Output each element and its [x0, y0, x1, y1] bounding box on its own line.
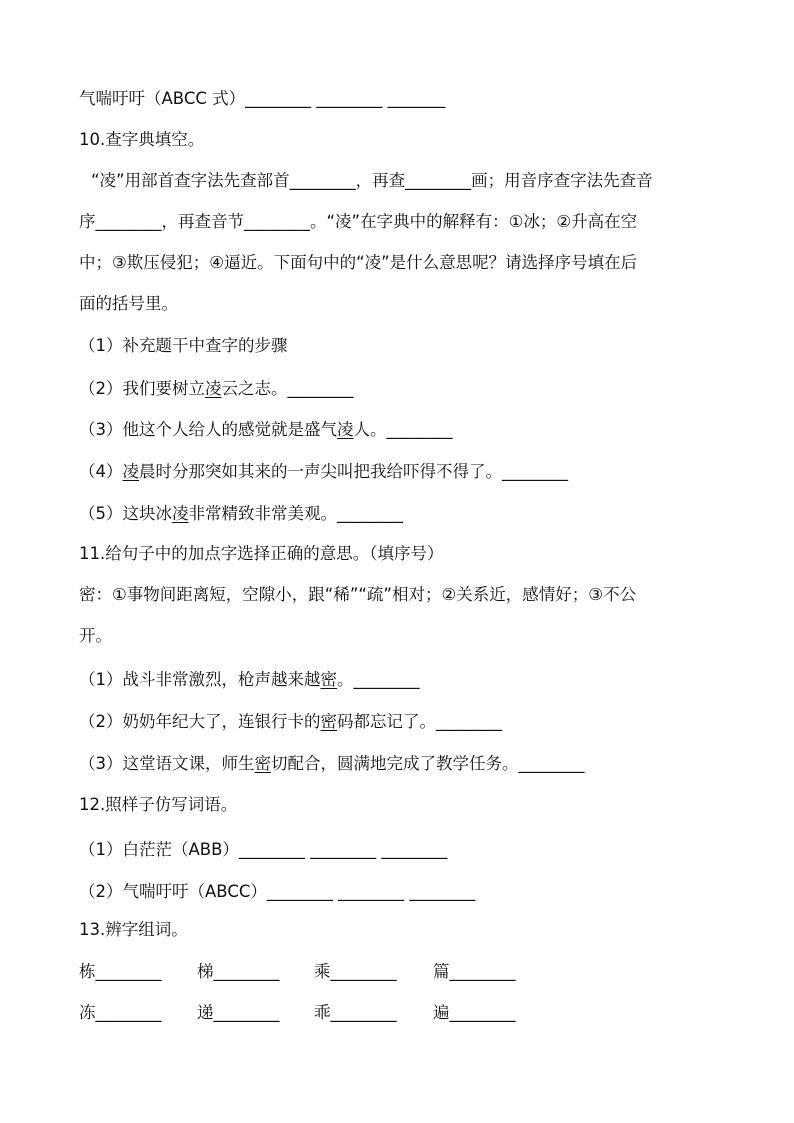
- question-10-text-line-3: 中；③欺压侵犯；④逼近。下面句中的“凌”是什么意思呢？请选择序号填在后: [79, 253, 638, 272]
- question-12-item-1: （1）白茫茫（ABB）________ ________ ________: [79, 840, 448, 859]
- question-11-title: 11.给句子中的加点字选择正确的意思。（填序号）: [79, 544, 444, 563]
- question-10-text-line-2: 序________，再查音节________。“凌”在字典中的解释有：①冰；②升高在空: [79, 212, 638, 231]
- word-group-cell: 冻________: [79, 1003, 162, 1022]
- question-11-definition-line-2: 开。: [79, 626, 112, 645]
- underlined-character: 凌: [337, 420, 354, 439]
- question-10-text-line-4: 面的括号里。: [79, 294, 178, 313]
- word-group-cell: 梯________: [197, 962, 280, 981]
- question-11-item-1: （1）战斗非常激烈，枪声越来越密。________: [79, 670, 420, 689]
- underlined-character: 凌: [122, 462, 139, 481]
- word-group-cell: 遍________: [433, 1003, 516, 1022]
- word-group-cell: 篇________: [433, 962, 516, 981]
- question-10-item-4: （4）凌晨时分那突如其来的一声尖叫把我给吓得不得了。________: [79, 462, 568, 481]
- underlined-character: 凌: [172, 504, 189, 523]
- question-10-title: 10.查字典填空。: [79, 130, 205, 149]
- question-12-item-2: （2）气喘吁吁（ABCC）________ ________ ________: [79, 882, 476, 901]
- question-10-item-1: （1）补充题干中查字的步骤: [79, 336, 288, 355]
- underlined-character: 凌: [205, 379, 222, 398]
- word-group-cell: 栋________: [79, 962, 162, 981]
- question-13-title: 13.辨字组词。: [79, 920, 188, 939]
- question-10-item-3: （3）他这个人给人的感觉就是盛气凌人。________: [79, 420, 453, 439]
- underlined-character: 密: [254, 754, 271, 773]
- question-11-item-3: （3）这堂语文课，师生密切配合，圆满地完成了教学任务。________: [79, 754, 585, 773]
- question-10-item-5: （5）这块冰凌非常精致非常美观。________: [79, 504, 403, 523]
- question-10-item-2: （2）我们要树立凌云之志。________: [79, 379, 354, 398]
- word-group-cell: 乖________: [314, 1003, 397, 1022]
- question-11-item-2: （2）奶奶年纪大了，连银行卡的密码都忘记了。________: [79, 712, 502, 731]
- underlined-character: 密: [320, 712, 337, 731]
- question-11-definition-line-1: 密：①事物间距离短，空隙小，跟“稀”“疏”相对；②关系近，感情好；③不公: [79, 585, 637, 604]
- question-10-text-line-1: “凌”用部首查字法先查部首________，再查________画；用音序查字法先查音: [91, 171, 653, 190]
- word-group-cell: 乘________: [314, 962, 397, 981]
- abcc-example-line: 气喘吁吁（ABCC 式）________ ________ _______: [79, 89, 446, 108]
- underlined-character: 密: [320, 670, 337, 689]
- question-12-title: 12.照样子仿写词语。: [79, 795, 238, 814]
- word-group-cell: 递________: [197, 1003, 280, 1022]
